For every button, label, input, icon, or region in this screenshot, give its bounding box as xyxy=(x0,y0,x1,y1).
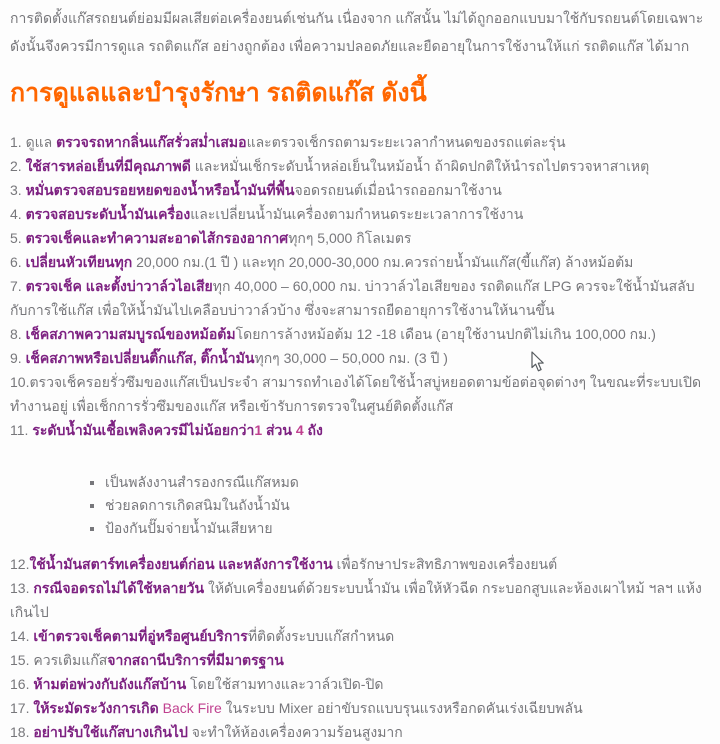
fuel-reserve-benefits-list xyxy=(10,471,708,540)
list-item xyxy=(10,418,708,442)
item-highlight: อย่าปรับใช้แก๊สบางเกินไป xyxy=(33,724,188,740)
list-item xyxy=(10,720,708,744)
item-highlight: ตรวจสอบระดับน้ำมันเครื่อง xyxy=(25,206,191,222)
item-text: 10.ตรวจเช็ครอยรั่วซึมของแก๊สเป็นประจำ สามารถทำเองได้โดยใช้น้ำสบู่หยอดตามข้อต่อจุดต่างๆ ในขณะที่ระบบเปิดทำงานอยู่ เพื่อเช็กการรั่วซึมของแก๊ส หรือเข้ารับการตรวจในศูนย์ติดตั้งแก๊ส xyxy=(10,374,702,414)
item-text: 6. xyxy=(10,254,26,270)
item-highlight: เข้าตรวจเช็คตามที่อู่หรือศูนย์บริการ xyxy=(33,628,248,644)
intro-paragraph: การติดตั้งแก๊สรถยนต์ย่อมมีผลเสียต่อเครื่องยนต์เช่นกัน เนื่องจาก แก๊สนั้น ไม่ได้ถูกออกแบบมาใช้กับรถยนต์โดยเฉพาะ ดังนั้นจึงควรมีการดูแล รถติดแก๊ส อย่างถูกต้อง เพื่อความปลอดภัยและยืดอายุในการใช้งานให้แก่ รถติดแก๊ส ได้มาก xyxy=(10,10,704,54)
item-text: ทุกๆ 30,000 – 50,000 กม. (3 ปี ) xyxy=(254,350,448,366)
item-highlight: ตรวจรถหากลิ่นแก๊สรั่วสม่ำเสมอ xyxy=(56,134,247,150)
item-highlight: เช็คสภาพความสมบูรณ์ของหม้อต้ม xyxy=(25,326,236,342)
item-text: ทุก 40,000 – 60,000 กม. บ่าวาล์วไอเสียของ รถติดแก๊ส LPG ควรจะใช้น้ำมันสลับกับการใช้แก๊ส เพื่อให้น้ำมันไปเคลือบบ่าวาล์วบ้าง ซึ่งจะสามารถยืดอายุการใช้งานให้นานขึ้น xyxy=(10,278,695,318)
list-item xyxy=(10,346,708,370)
item-highlight: ถัง xyxy=(303,422,323,438)
list-item xyxy=(10,202,708,226)
item-text: ที่ติดตั้งระบบแก๊สกำหนด xyxy=(247,628,395,644)
item-highlight: ตรวจเช็คและทำความสะอาดไส้กรองอากาศ xyxy=(25,230,289,246)
item-highlight: 4 xyxy=(295,422,304,438)
item-text: 17. xyxy=(10,700,34,716)
item-text: จอดรถยนต์เมื่อนำรถออกมาใช้งาน xyxy=(294,182,502,198)
item-text: โดยการล้างหม้อต้ม 12 -18 เดือน (อายุใช้งานปกติไม่เกิน 100,000 กม.) xyxy=(235,326,656,342)
item-highlight: ใช้สารหล่อเย็นที่มีคุณภาพดี xyxy=(25,158,191,174)
item-text: ให้ดับเครื่องยนต์ด้วยระบบน้ำมัน เพื่อให้หัวฉีด กระบอกสูบและห้องเผาไหม้ ฯลฯ แห้งเกินไป xyxy=(10,580,702,620)
item-highlight: ให้ระมัดระวังการเกิด xyxy=(33,700,163,716)
bullet-item: ▪ ป้องกันปั๊มจ่ายน้ำมันเสียหาย xyxy=(105,517,708,540)
maintenance-list-part2 xyxy=(10,552,708,744)
list-item xyxy=(10,696,708,720)
item-text: ในระบบ Mixer อย่าขับรถแบบรุนแรงหรือกดคันเร่งเฉียบพลัน xyxy=(221,700,583,716)
item-highlight: ตรวจเช็ค และตั้งบ่าวาล์วไอเสีย xyxy=(25,278,213,294)
item-highlight: ระดับน้ำมันเชื้อเพลิงควรมีไม่น้อยกว่า xyxy=(32,422,255,438)
item-highlight: จากสถานีบริการที่มีมาตรฐาน xyxy=(107,652,284,668)
item-text: 12. xyxy=(10,556,30,572)
item-highlight: กรณีจอดรถไม่ได้ใช้หลายวัน xyxy=(33,580,205,596)
item-text: 14. xyxy=(10,628,34,644)
item-text: 9. xyxy=(10,350,26,366)
item-text: และตรวจเช็กรถตามระยะเวลากำหนดของรถแต่ละรุ่น xyxy=(246,134,566,150)
item-text: 11. xyxy=(10,422,33,438)
item-text: 1. ดูแล xyxy=(10,134,57,150)
item-text: 13. xyxy=(10,580,34,596)
list-item xyxy=(10,226,708,250)
maintenance-list-part1 xyxy=(10,130,708,442)
item-text: 4. xyxy=(10,206,26,222)
item-text: 3. xyxy=(10,182,26,198)
item-highlight: หมั่นตรวจสอบรอยหยดของน้ำหรือน้ำมันที่พื้น xyxy=(25,182,295,198)
list-item xyxy=(10,178,708,202)
list-item xyxy=(10,274,708,322)
item-text: 18. xyxy=(10,724,34,740)
item-text: 5. xyxy=(10,230,26,246)
list-item xyxy=(10,648,708,672)
item-text: 2. xyxy=(10,158,26,174)
item-highlight: 1 xyxy=(254,422,263,438)
item-highlight: Back Fire xyxy=(162,700,222,716)
list-item xyxy=(10,322,708,346)
list-item xyxy=(10,130,708,154)
list-item xyxy=(10,552,708,576)
item-text: 8. xyxy=(10,326,26,342)
item-text: 16. xyxy=(10,676,34,692)
item-text: โดยใช้สามทางและวาล์วเปิด-ปิด xyxy=(186,676,384,692)
list-item xyxy=(10,370,708,418)
item-highlight: เช็คสภาพหรือเปลี่ยนติ๊กแก๊ส, ติ๊กน้ำมัน xyxy=(25,350,255,366)
list-item xyxy=(10,672,708,696)
item-text: เพื่อรักษาประสิทธิภาพของเครื่องยนต์ xyxy=(332,556,558,572)
item-text: 20,000 กม.(1 ปี ) และทุก 20,000-30,000 กม.ควรถ่ายน้ำมันแก๊ส(ขี้แก๊ส) ล้างหม้อต้ม xyxy=(132,254,634,270)
bullet-item: ▪ ช่วยลดการเกิดสนิมในถังน้ำมัน xyxy=(105,494,708,517)
item-highlight: ใช้น้ำมันสตาร์ทเครื่องยนต์ก่อน และหลังการใช้งาน xyxy=(29,556,333,572)
item-highlight: ห้ามต่อพ่วงกับถังแก๊สบ้าน xyxy=(33,676,187,692)
item-text: และหมั่นเช็กระดับน้ำหล่อเย็นในหม้อน้ำ ถ้าผิดปกติให้นำรถไปตรวจหาสาเหตุ xyxy=(190,158,650,174)
item-text: ทุกๆ 5,000 กิโลเมตร xyxy=(288,230,412,246)
item-text: 7. xyxy=(10,278,26,294)
list-item xyxy=(10,576,708,624)
section-heading: การดูแลและบำรุงรักษา รถติดแก๊ส ดังนี้ xyxy=(10,79,427,107)
list-item xyxy=(10,250,708,274)
item-highlight: ส่วน xyxy=(262,422,296,438)
item-text: และเปลี่ยนน้ำมันเครื่องตามกำหนดระยะเวลาการใช้งาน xyxy=(190,206,524,222)
item-text: จะทำให้ห้องเครื่องความร้อนสูงมาก xyxy=(187,724,403,740)
bullet-item: ▪ เป็นพลังงานสำรองกรณีแก๊สหมด xyxy=(105,471,708,494)
list-item xyxy=(10,624,708,648)
item-highlight: เปลี่ยนหัวเทียนทุก xyxy=(25,254,133,270)
item-text: 15. ควรเติมแก๊ส xyxy=(10,652,108,668)
list-item xyxy=(10,154,708,178)
